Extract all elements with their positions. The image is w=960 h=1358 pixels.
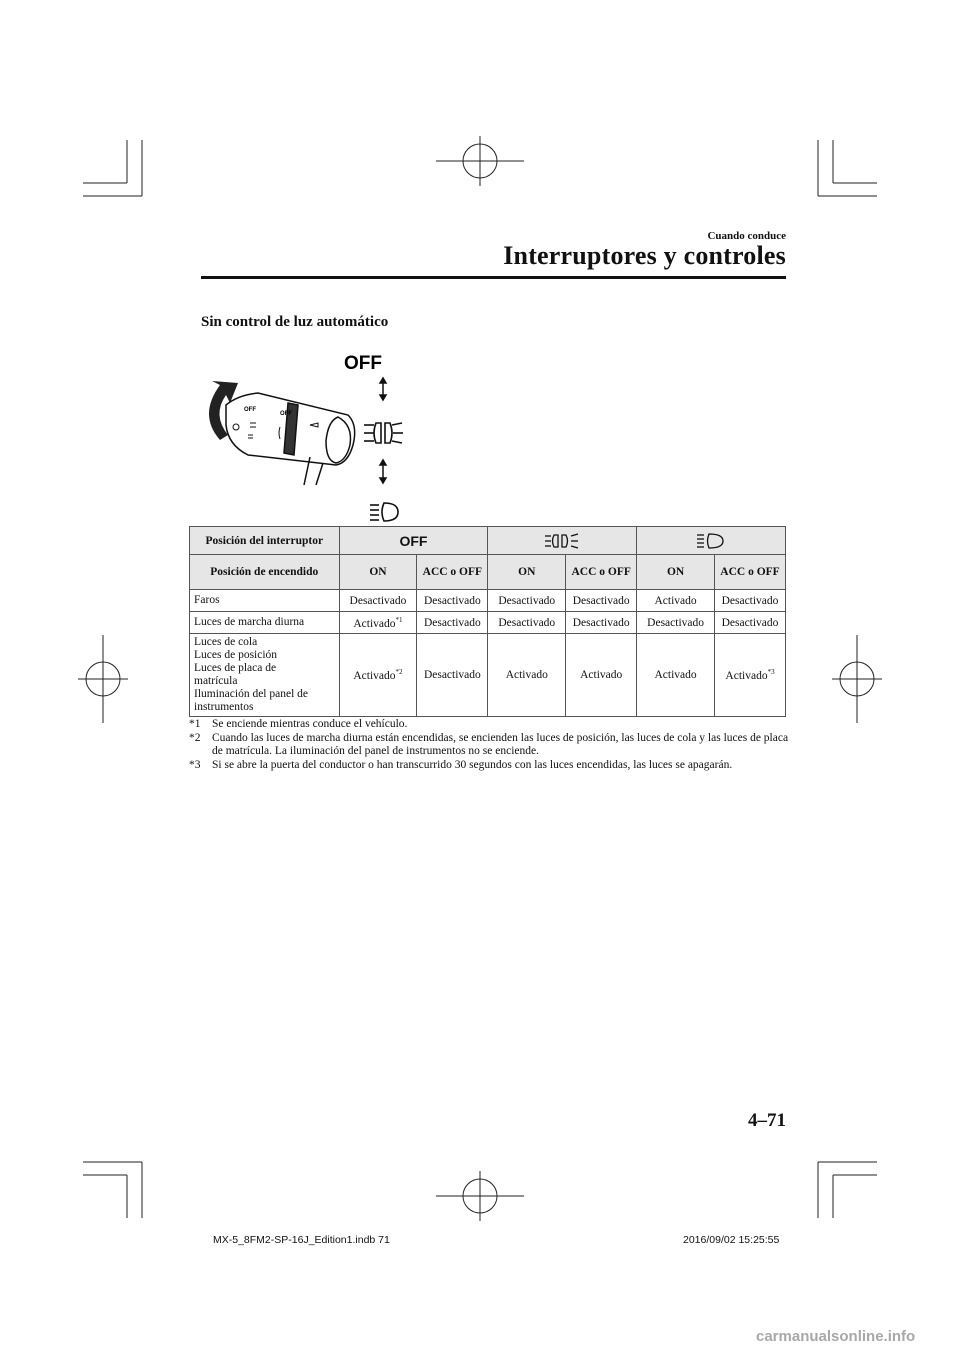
watermark: carmanualsonline.info [756, 1328, 916, 1345]
footnote-mark: *2 [395, 668, 403, 677]
table-row [190, 612, 786, 634]
footnote: *1 Se enciende mientras conduce el vehículo. [189, 718, 408, 730]
table-cell: Desactivado [715, 612, 786, 634]
headlights-icon [696, 533, 726, 549]
footnotes [189, 718, 789, 772]
print-file-label: MX-5_8FM2-SP-16J_Edition1.indb 71 [213, 1234, 390, 1246]
switch-off-label-2: OFF [280, 411, 292, 417]
tail-lights-icon [544, 533, 580, 549]
row-label: Faros [190, 590, 340, 612]
table-cell: Desactivado [566, 590, 637, 612]
footnote: *3 Si se abre la puerta del conductor o han transcurrido 30 segundos con las luces encendidas, las luces se apagarán. [189, 758, 733, 771]
section-label: Cuando conduce [707, 230, 786, 242]
switch-position-header: Posición del interruptor [190, 527, 340, 555]
footnote: *2 Cuando las luces de marcha diurna están encendidas, se encienden las luces de posición, las luces de cola y las luces de placa de matrícula. La iluminación del panel de instrumentos no se enciende. [189, 731, 789, 757]
off-label: OFF [344, 353, 382, 374]
table-row [190, 634, 786, 717]
switch-position-off: OFF [339, 527, 488, 555]
table-cell: Desactivado [417, 590, 488, 612]
table-cell: Activado [637, 590, 715, 612]
table-cell: Activado$^{*3}$ [715, 634, 786, 717]
table-cell: Desactivado [417, 634, 488, 717]
table-cell: Activado$^{*2}$ [339, 634, 417, 717]
switch-off-label-1: OFF [244, 407, 256, 413]
ignition-value: ACC o OFF [715, 555, 786, 590]
print-timestamp: 2016/09/02 15:25:55 [683, 1234, 780, 1246]
table-row [190, 590, 786, 612]
table-cell: Desactivado [339, 590, 417, 612]
table-cell: Desactivado [566, 612, 637, 634]
footnote-mark: *3 [767, 668, 775, 677]
table-cell: Activado [566, 634, 637, 717]
ignition-value: ON [488, 555, 566, 590]
header-rule [201, 276, 786, 279]
section-title: Sin control de luz automático [201, 314, 389, 330]
light-switch-illustration [198, 345, 428, 525]
ignition-position-header: Posición de encendido [190, 555, 340, 590]
table-cell: Desactivado [488, 590, 566, 612]
ignition-value: ACC o OFF [566, 555, 637, 590]
table-cell: Desactivado [637, 612, 715, 634]
tail-lights-icon [364, 423, 403, 443]
table-cell: Desactivado [488, 612, 566, 634]
row-label: Luces de marcha diurna [190, 612, 340, 634]
row-label: Luces de cola Luces de posición Luces de placa de matrícula Iluminación del panel de instrumentos [190, 634, 340, 717]
page-title: Interruptores y controles [503, 241, 786, 270]
light-status-table [189, 526, 786, 717]
table-cell: Desactivado [417, 612, 488, 634]
table-cell: Desactivado [715, 590, 786, 612]
ignition-value: ON [339, 555, 417, 590]
table-cell: Activado [488, 634, 566, 717]
switch-position-headlights [637, 527, 786, 555]
ignition-value: ON [637, 555, 715, 590]
switch-position-tail [488, 527, 637, 555]
footnote-mark: *1 [395, 615, 403, 624]
ignition-value: ACC o OFF [417, 555, 488, 590]
page-number: 4–71 [748, 1110, 786, 1131]
table-cell: Activado$^{*1}$ [339, 612, 417, 634]
headlight-icon [370, 503, 398, 521]
table-cell: Activado [637, 634, 715, 717]
